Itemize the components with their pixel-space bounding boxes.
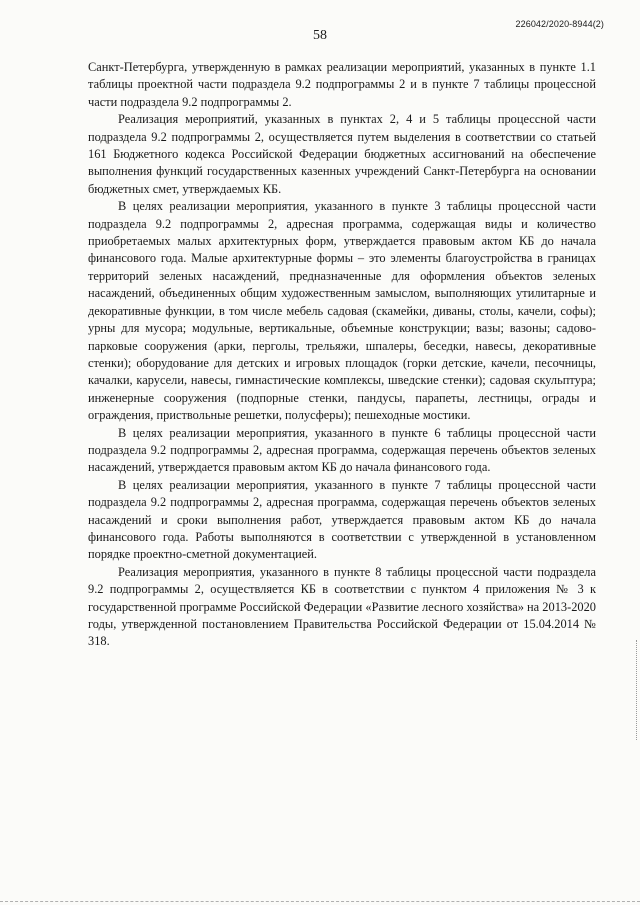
paragraph-continuation: Санкт-Петербурга, утвержденную в рамках реализации мероприятий, указанных в пункте 1.1 таблицы проектной части подраздела 9.2 подпрограммы 2 и в пункте 7 таблицы процессной части подраздела 9.2 подпрограммы 2. [88,60,596,109]
paragraph-small-architectural-forms: В целях реализации мероприятия, указанного в пункте 3 таблицы процессной части подраздела 9.2 подпрограммы 2, адресная программа, содержащая виды и количество приобретаемых малых архитектурных форм, утверждается правовым актом КБ до начала финансового года. Малые архитектурные формы – это элементы благоустройства в границах территорий зеленых насаждений, предназначенные для оформления объектов зеленых насаждений, объединенных общим художественным замыслом, выполняющих утилитарные и декоративные функции, в том числе мебель садовая (скамейки, диваны, столы, качели, софы); урны для мусора; модульные, вертикальные, объемные конструкции; вазы; вазоны; садово-парковые сооружения (арки, перголы, трельяжи, шпалеры, беседки, навесы, декоративные стенки); оборудование для детских и игровых площадок (горки детские, качели, песочницы, качалки, карусели, навесы, гимнастические комплексы, шведские стенки); садовая скульптура; инженерные сооружения (подпорные стенки, пандусы, парапеты, лестницы, ограды и ограждения, приствольные решетки, полусферы); пешеходные мостики. [88,199,596,423]
paragraph-budget-allocation: Реализация мероприятий, указанных в пунктах 2, 4 и 5 таблицы процессной части подраздела 9.2 подпрограммы 2, осуществляется путем выделения в соответствии со статьей 161 Бюджетного кодекса Российской Федерации бюджетных ассигнований на обеспечение выполнения функций государственных казенных учреждений Санкт-Петербурга на основании бюджетных смет, утверждаемых КБ. [88,112,596,196]
document-code: 226042/2020-8944(2) [515,19,604,29]
scan-edge-marks [634,640,637,740]
paragraph-item-7: В целях реализации мероприятия, указанного в пункте 7 таблицы процессной части подраздела 9.2 подпрограммы 2, адресная программа, содержащая перечень объектов зеленых насаждений и сроки выполнения работ, утверждается правовым актом КБ до начала финансового года. Работы выполняются в соответствии с утвержденной в установленном порядке проектно-сметной документацией. [88,477,596,562]
scan-bottom-edge [0,899,640,902]
paragraph-item-8: Реализация мероприятия, указанного в пункте 8 таблицы процессной части подраздела 9.2 подпрограммы 2, осуществляется КБ в соответствии с пунктом 4 приложения № 3 к государственной программе Российской Федерации «Развитие лесного хозяйства» на 2013-2020 годы, утвержденной постановлением Правительства Российской Федерации от 15.04.2014 № 318. [88,564,596,649]
document-body [88,59,596,651]
page-number: 58 [313,28,327,43]
paragraph-item-6: В целях реализации мероприятия, указанного в пункте 6 таблицы процессной части подраздела 9.2 подпрограммы 2, адресная программа, содержащая перечень объектов зеленых насаждений, утверждается правовым актом КБ до начала финансового года. [88,425,596,475]
